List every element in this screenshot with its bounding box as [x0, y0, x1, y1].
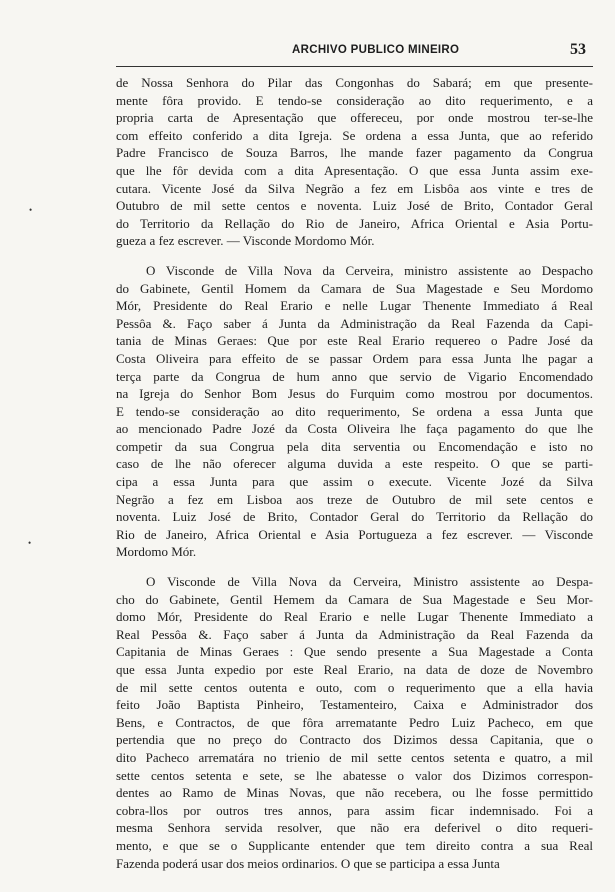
text-line: tania de Minas Geraes: Que por este Real Erario requereo o Padre José da: [116, 333, 593, 349]
text-line: mesma Senhora servida resolver, que não era deferivel o dito requeri-: [116, 820, 593, 836]
text-line: Bens, e Contractos, de que fôra arrematante Pedro Luiz Pacheco, em que: [116, 714, 593, 730]
text-line: de mil sette centos outenta e outo, com o requerimento que a ella havia: [116, 679, 593, 695]
text-line: mente fôra provido. E tendo-se consideração ao dito requerimento, e a: [116, 92, 593, 108]
text-line: cobra-llos por outros tres annos, para assim ficar indemnisado. Foi a: [116, 802, 593, 818]
text-line: competir da sua Congrua pela dita serventia ou Encomendação e isto no: [116, 438, 593, 454]
page-header: [116, 41, 586, 64]
text-line: Pessôa &. Faço saber á Junta da Administração da Real Fazenda da Capi-: [116, 315, 593, 331]
header-rule: [116, 66, 593, 67]
text-line: na Igreja do Senhor Bom Jesus do Furquim como mostrou por documentos.: [116, 386, 593, 402]
header-title: ARCHIVO PUBLICO MINEIRO: [292, 44, 460, 56]
text-line: com effeito conferido a dita Igreja. Se ordena a essa Junta, que ao referido: [116, 127, 593, 143]
text-line: dito Pacheco arrematára no trienio de mil sette centos setenta e quatro, a mil: [116, 749, 593, 765]
text-line: cipa a essa Junta para que assim o execute. Vicente Jozé da Silva: [116, 474, 593, 490]
text-line: que lhe fôr devida com a dita Apresentação. O que essa Junta assim exe-: [116, 162, 593, 178]
text-line: Mór, Presidente do Real Erario e nelle Lugar Thenente Immediato á Real: [116, 298, 593, 314]
text-line: sette centos setenta e sete, se lhe abatesse o valor dos Dizimos correspon-: [116, 767, 593, 783]
text-line: de Nossa Senhora do Pilar das Congonhas do Sabará; em que presente-: [116, 75, 593, 90]
text-line: cutara. Vicente José da Silva Negrão a fez em Lisbôa aos vinte e tres de: [116, 180, 593, 196]
text-line: Capitania de Minas Geraes : Que sendo presente a Sua Magestade a Conta: [116, 644, 593, 660]
body-text: [116, 74, 593, 884]
text-line: O Visconde de Villa Nova da Cerveira, Ministro assistente ao Despa-: [146, 574, 593, 590]
text-line: ao mencionado Padre Jozé da Costa Oliveira lhe faça pagamento do que lhe: [116, 421, 593, 437]
text-line: Padre Francisco de Souza Barros, lhe mande fazer pagamento da Congrua: [116, 145, 593, 161]
text-line: gueza a fez escrever. — Visconde Mordomo Mór.: [116, 233, 375, 249]
text-line: domo Mór, Presidente do Real Erario e nelle Lugar Thenente Immediato a: [116, 609, 593, 625]
text-line: dentes ao Ramo de Minas Novas, que não recebera, ou lhe fosse permittido: [116, 785, 593, 801]
text-line: que essa Junta expedio por este Real Erario, na data de doze de Novembro: [116, 662, 593, 677]
text-line: feito João Baptista Pinheiro, Testamenteiro, Caixa e Administrador dos: [116, 697, 593, 713]
text-line: Outubro de mil sette centos e noventa. Luiz José de Brito, Contador Geral: [116, 198, 593, 214]
text-line: O Visconde de Villa Nova da Cerveira, ministro assistente ao Despacho: [146, 262, 593, 278]
text-line: Costa Oliveira para effeito de se passar Ordem para essa Junta lhe pagar a: [116, 350, 593, 366]
text-line: caso de lhe não oferecer alguma duvida a este respeito. O que se parti-: [116, 456, 593, 472]
text-line: Rio de Janeiro, Africa Oriental e Asia Portugueza a fez escrever. — Visconde: [116, 526, 593, 542]
text-line: noventa. Luiz José de Brito, Contador Geral do Territorio da Rellação do: [116, 509, 593, 525]
text-line: Real Pessôa &. Faço saber á Junta da Administração da Real Fazenda da: [116, 626, 593, 642]
margin-mark: •: [28, 538, 32, 548]
paragraph: [116, 262, 593, 561]
text-line: cho do Gabinete, Gentil Hemem da Camara de Sua Magestade e Seu Mor-: [116, 591, 593, 607]
text-line: do Gabinete, Gentil Homem da Camara de Sua Magestade e Seu Mordomo: [116, 280, 593, 296]
text-line: propria carta de Apresentação que offereceu, por onde mostrou ter-se-lhe: [116, 110, 593, 126]
text-line: E tendo-se consideração ao dito requerimento, Se ordena a essa Junta que: [116, 403, 593, 419]
paragraph: [116, 573, 593, 872]
text-line: terça parte da Congrua de hum anno que servio de Vigario Encomendado: [116, 368, 593, 384]
text-line: do Territorio da Rellação do Rio de Janeiro, Africa Oriental e Asia Portu-: [116, 215, 593, 231]
text-line: mento, e que se o Supplicante entender que tem direito contra a sua Real: [116, 837, 593, 853]
text-line: pertendia que no preço do Contracto dos Dizimos dessa Capitania, que o: [116, 732, 593, 748]
page-number: 53: [570, 41, 586, 58]
paragraph: [116, 74, 593, 250]
text-line: Fazenda poderá usar dos meios ordinarios. O que se participa a essa Junta: [116, 855, 500, 871]
text-line: Negrão a fez em Lisboa aos treze de Outubro de mil sete centos e: [116, 491, 593, 507]
margin-mark: •: [29, 205, 33, 215]
text-line: Mordomo Mór.: [116, 544, 197, 560]
